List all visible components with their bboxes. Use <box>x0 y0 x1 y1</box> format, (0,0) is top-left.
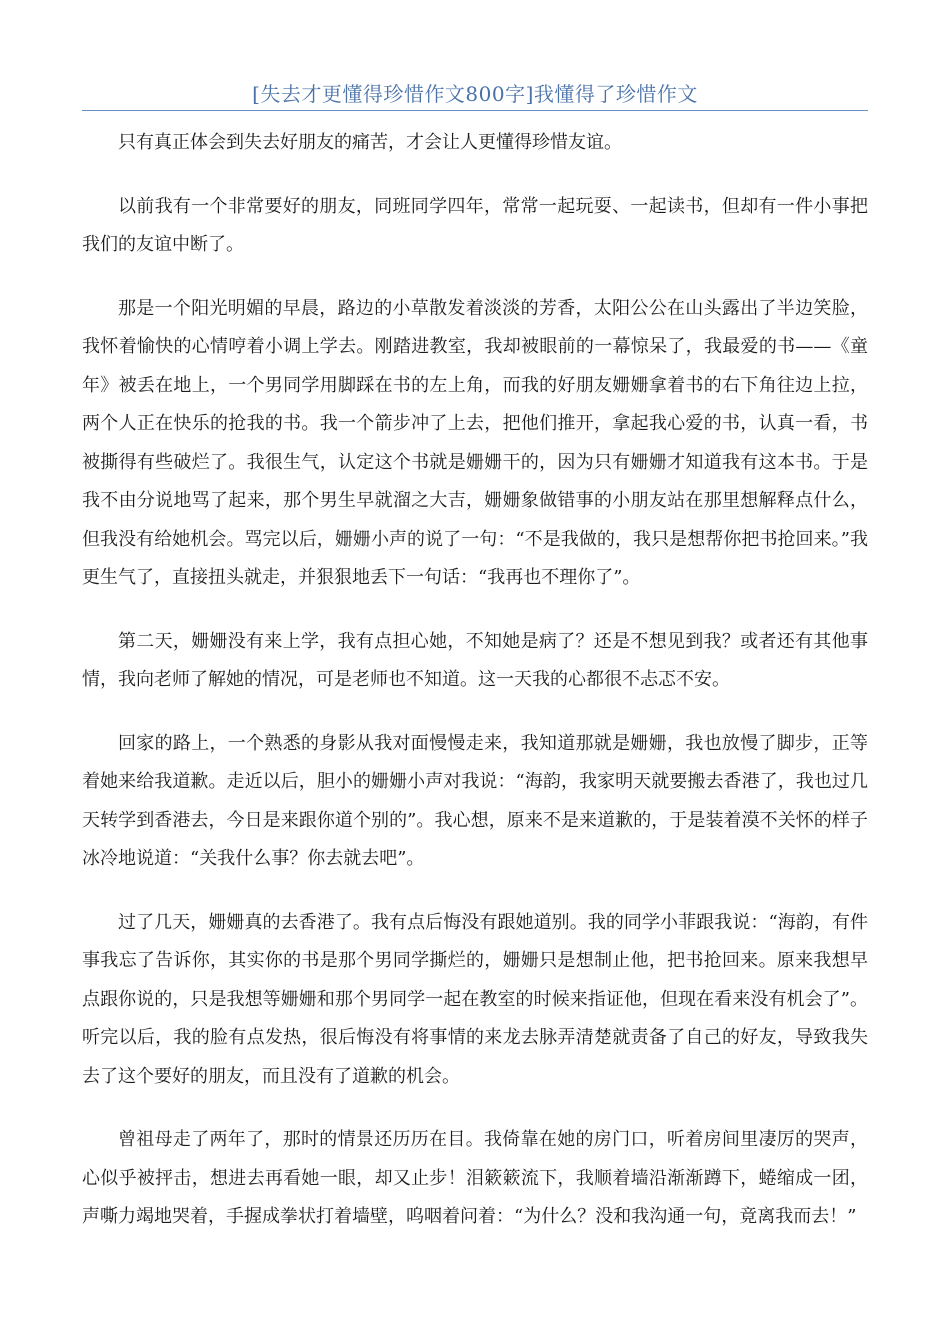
document-title: [失去才更懂得珍惜作文800字]我懂得了珍惜作文 <box>252 82 698 106</box>
article-body <box>82 124 868 1262</box>
page-header <box>82 80 868 108</box>
paragraph-4: 第二天，姗姗没有来上学，我有点担心她，不知她是病了？还是不想见到我？或者还有其他事情，我向老师了解她的情况，可是老师也不知道。这一天我的心都很不忐忑不安。 <box>82 630 868 690</box>
paragraph-5: 回家的路上，一个熟悉的身影从我对面慢慢走来，我知道那就是姗姗，我也放慢了脚步，正等着她来给我道歉。走近以后，胆小的姗姗小声对我说：“海韵，我家明天就要搬去香港了，我也过几天转学到香港去，今日是来跟你道个别的”。我心想，原来不是来道歉的，于是装着漠不关怀的样子冰冷地说道：“关我什么事？你去就去吧”。 <box>82 732 868 869</box>
paragraph-1: 只有真正体会到失去好朋友的痛苦，才会让人更懂得珍惜友谊。 <box>118 132 622 153</box>
paragraph-2: 以前我有一个非常要好的朋友，同班同学四年，常常一起玩耍、一起读书，但却有一件小事把我们的友谊中断了。 <box>82 195 868 255</box>
paragraph-6: 过了几天，姗姗真的去香港了。我有点后悔没有跟她道别。我的同学小菲跟我说：“海韵，有件事我忘了告诉你，其实你的书是那个男同学撕烂的，姗姗只是想制止他，把书抢回来。原来我想早点跟你说的，只是我想等姗姗和那个男同学一起在教室的时候来指证他，但现在看来没有机会了”。听完以后，我的脸有点发热，很后悔没有将事情的来龙去脉弄清楚就责备了自己的好友，导致我失去了这个要好的朋友，而且没有了道歉的机会。 <box>82 911 868 1087</box>
paragraph-7: 曾祖母走了两年了，那时的情景还历历在目。我倚靠在她的房门口，听着房间里凄厉的哭声，心似乎被抨击，想进去再看她一眼，却又止步！泪簌簌流下，我顺着墙沿渐渐蹲下，蜷缩成一团，声嘶力竭地哭着，手握成拳状打着墙壁，呜咽着问着：“为什么？没和我沟通一句，竟离我而去！” <box>82 1129 868 1227</box>
header-divider <box>82 110 868 111</box>
paragraph-3: 那是一个阳光明媚的早晨，路边的小草散发着淡淡的芳香，太阳公公在山头露出了半边笑脸，我怀着愉快的心情哼着小调上学去。刚踏进教室，我却被眼前的一幕惊呆了，我最爱的书——《童年》被丢在地上，一个男同学用脚踩在书的左上角，而我的好朋友姗姗拿着书的右下角往边上拉，两个人正在快乐的抢我的书。我一个箭步冲了上去，把他们推开，拿起我心爱的书，认真一看，书被撕得有些破烂了。我很生气，认定这个书就是姗姗干的，因为只有姗姗才知道我有这本书。于是我不由分说地骂了起来，那个男生早就溜之大吉，姗姗象做错事的小朋友站在那里想解释点什么，但我没有给她机会。骂完以后，姗姗小声的说了一句：“不是我做的，我只是想帮你把书抢回来。”我更生气了，直接扭头就走，并狠狠地丢下一句话：“我再也不理你了”。 <box>82 297 868 588</box>
